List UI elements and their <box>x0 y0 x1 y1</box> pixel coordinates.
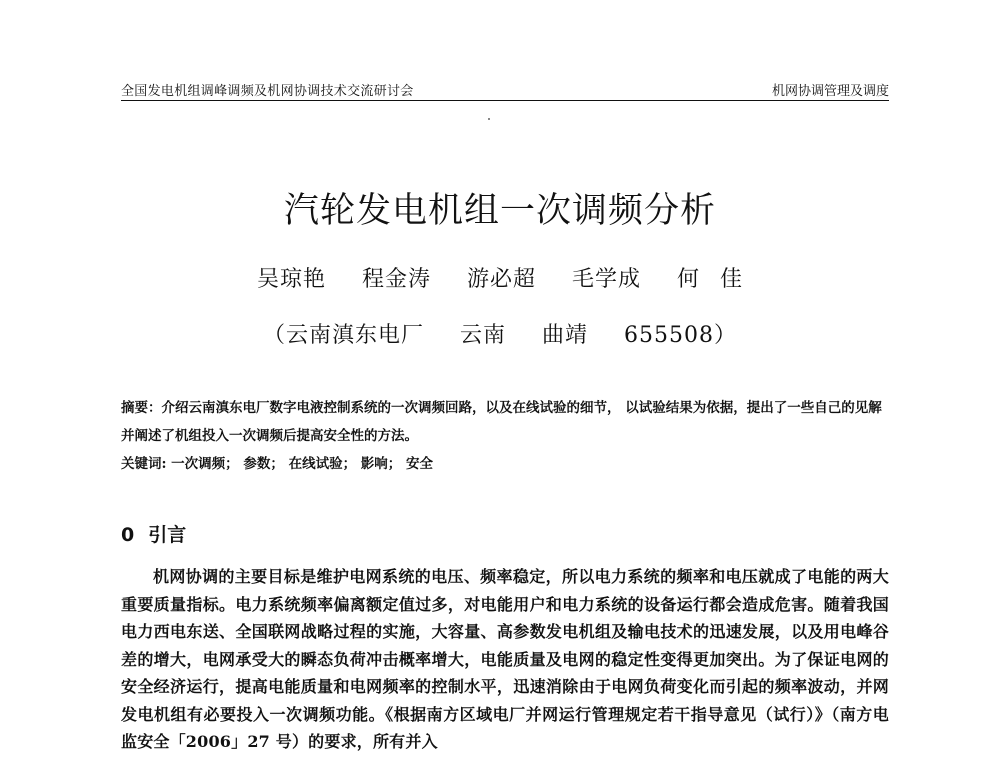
affiliation-province: 云南 <box>460 323 507 348</box>
scan-speck <box>488 118 490 120</box>
keywords-label: 关键词: <box>121 456 167 472</box>
conference-name: 全国发电机组调峰调频及机网协调技术交流研讨会 <box>121 84 414 99</box>
paper-title: 汽轮发电机组一次调频分析 <box>283 191 716 231</box>
abstract-text: 介绍云南滇东电厂数字电液控制系统的一次调频回路，以及在线试验的细节， 以试验结果为依据，提出了一些自己的见解并阐述了机组投入一次调频后提高安全性的方法。 <box>121 400 882 444</box>
section-category: 机网协调管理及调度 <box>771 84 889 99</box>
author-name: 毛学成 <box>572 267 642 292</box>
affiliation-org: （云南滇东电厂 <box>262 323 424 348</box>
author-name: 何 佳 <box>677 267 744 292</box>
keywords-text: 一次调频； 参数； 在线试验； 影响； 安全 <box>166 456 433 472</box>
keywords <box>121 450 889 478</box>
body-paragraph: 机网协调的主要目标是维护电网系统的电压、频率稳定，所以电力系统的频率和电压就成了电能的两大重要质量指标。电力系统频率偏离额定值过多，对电能用户和电力系统的设备运行都会造成危害。随着我国电力西电东送、全国联网战略过程的实施，大容量、高参数发电机组及输电技术的迅速发展，以及用电峰谷差的增大，电网承受大的瞬态负荷冲击概率增大，电能质量及电网的稳定性变得更加突出。为了保证电网的安全经济运行，提高电能质量和电网频率的控制水平，迅速消除由于电网负荷变化而引起的频率波动，并网发电机组有必要投入一次调频功能。《根据南方区域电厂并网运行管理规定若干指导意见（试行）》（南方电监安全「2006」27 号）的要求，所有并入 <box>121 567 889 751</box>
section-number: 0 <box>121 524 135 546</box>
abstract <box>121 394 889 450</box>
section-title: 引言 <box>148 524 187 546</box>
running-header <box>121 78 889 101</box>
author-name: 吴琼艳 <box>256 267 326 292</box>
author-affiliation <box>0 318 1000 349</box>
abstract-label: 摘要： <box>121 400 162 416</box>
affiliation-postcode: 655508） <box>624 323 738 348</box>
author-list <box>0 262 1000 293</box>
author-name: 程金涛 <box>361 267 431 292</box>
section-heading <box>121 520 186 547</box>
author-name: 游必超 <box>467 267 537 292</box>
affiliation-city: 曲靖 <box>542 323 589 348</box>
